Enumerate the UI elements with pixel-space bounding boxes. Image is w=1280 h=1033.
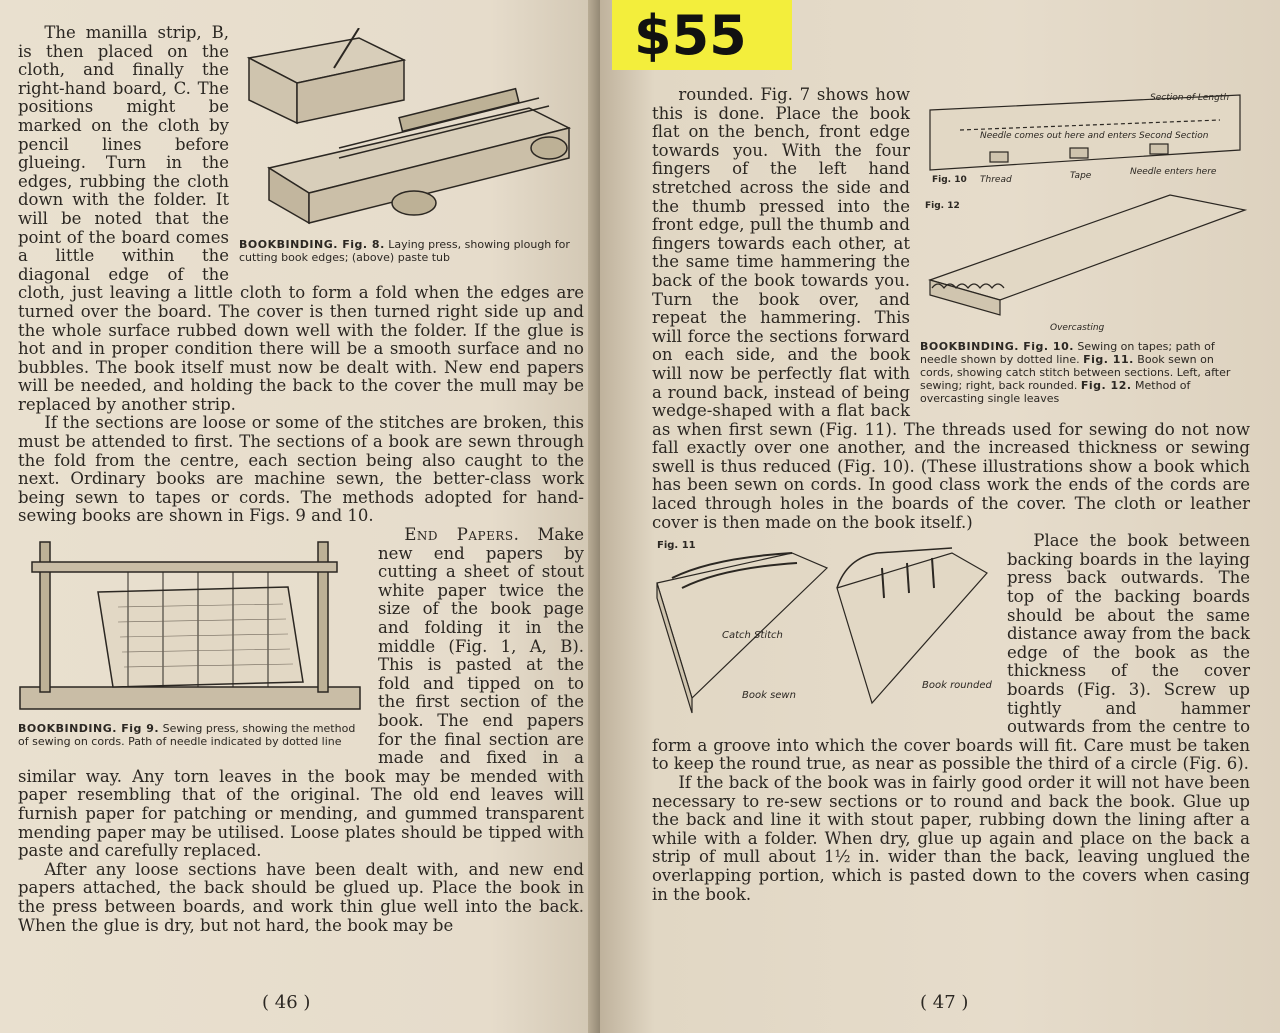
sewing-press-illustration	[18, 532, 368, 722]
right-para-1: rounded. Fig. 7 shows how this is done. Place the book flat on the bench, front edge towards you. With the four fingers of the left hand stretched across the side and the thumb pressed into the front edge, pull the thumb and fingers towards each other, at the same time hammering the back of the book towards you. Turn the book over, and repeat the hammering. This will force the sections forward on each side, and the book will now be perfectly flat with a round back, instead of being wedge-shaped with a flat back as when first sewn (Fig. 11). The threads used for sewing do not now fall exactly over one another, and the increased thickness or sewing swell is thus reduced (Fig. 10). (These illustrations show a book which has been sewn on cords. In good class work the ends of the cords are laced through holes in the boards of the cover. The cloth or leather cover is then made on the book itself.)	[652, 85, 1250, 532]
fig10-label: Fig. 10	[932, 175, 967, 185]
fig9-caption-text: Sewing press, showing the method of sewing on cords. Path of needle indicated by dotted line	[18, 722, 356, 749]
fig12-caption-label: Fig. 12.	[1080, 379, 1132, 392]
figure-11-book-sewn	[652, 538, 997, 718]
fig10-caption-text: Sewing on tapes; path of needle shown by dotted line.	[920, 340, 1215, 366]
fig11-catch-stitch-label: Catch Stitch	[722, 630, 783, 642]
fig10-needle-out-label: Needle comes out here and enters Second Section	[980, 131, 1209, 141]
fig11-caption-label: Fig. 11.	[1083, 353, 1134, 366]
fig11-label: Fig. 11	[657, 540, 696, 552]
left-para-2: If the sections are loose or some of the stitches are broken, this must be attended to first. The sections of a book are sewn through the fold from the centre, each section being also caught to the next. Ordinary books are machine sewn, the better-class work being sewn to tapes or cords. The methods adopted for hand-sewing books are shown in Figs. 9 and 10.	[18, 413, 584, 526]
laying-press-illustration	[239, 28, 584, 238]
left-page	[0, 0, 612, 1033]
end-papers-heading: End Papers.	[404, 525, 520, 545]
fig12-overcasting-label: Overcasting	[1050, 323, 1105, 333]
book-sewn-illustration	[652, 538, 997, 718]
sewing-on-tapes-illustration	[920, 90, 1250, 340]
fig9-caption-label: BOOKBINDING. Fig 9.	[18, 722, 160, 736]
fig10-thread-label: Thread	[980, 175, 1012, 185]
fig12-label: Fig. 12	[925, 201, 960, 211]
page-number-left: ( 46 )	[262, 992, 311, 1013]
fig11-book-sewn-label: Book sewn	[742, 690, 796, 702]
fig10-caption-label: BOOKBINDING. Fig. 10.	[920, 340, 1074, 353]
page-number-right: ( 47 )	[920, 992, 969, 1013]
figure-10-12-sewing	[920, 90, 1250, 405]
left-para-3: Make new end papers by cutting a sheet of stout white paper twice the size of the book page and folding it in the middle (Fig. 1, A, B). This is pasted at the fold and tipped on to the first section of the book. The end papers for the final section are made and fixed in a similar way. Any torn leaves in the book may be mended with paper resembling that of the original. The old end leaves will furnish paper for patching or mending, and gummed transparent mending paper may be utilised. Loose plates should be tipped with paste and carefully replaced.	[18, 525, 584, 861]
figure-8-laying-press	[239, 28, 584, 264]
price-sticker	[612, 0, 792, 70]
right-para-3: If the back of the book was in fairly good order it will not have been necessary to re-sew sections or to round and back the book. Glue up the back and line it with stout paper, rubbing down the lining after a while with a folder. When dry, glue up again and place on the back a strip of mull about 1½ in. wider than the back, leaving unglued the overlapping portion, which is pasted down to the covers when casing in the book.	[652, 772, 1250, 904]
fig8-caption-text: Laying press, showing plough for cutting book edges; (above) paste tub	[239, 238, 570, 264]
left-para-1: The manilla strip, B, is then placed on the cloth, and finally the right-hand board, C. The positions might be marked on the cloth by pencil lines before glueing. Turn in the edges, rubbing the cloth down with the folder. It will be noted that the point of the board comes a little within the diagonal edge of the cloth, just leaving a little cloth to form a fold when the edges are turned over the board. The cover is then turned right side up and the whole surface rubbed down well with the folder. If the glue is hot and in proper condition there will be a smooth surface and no bubbles. The book itself must now be dealt with. New end papers will be needed, and holding the back to the cover the mull may be replaced by another strip.	[18, 23, 584, 414]
figure-9-sewing-press	[18, 532, 368, 748]
fig10-section-label: Section of Length	[1150, 93, 1230, 103]
right-page	[600, 0, 1280, 1033]
fig12-caption-text: Method of overcasting single leaves	[920, 379, 1191, 405]
fig11-caption-text: Book sewn on cords, showing catch stitch between sections. Left, after sewing; right, back rounded.	[920, 353, 1231, 392]
right-para-2: Place the book between backing boards in the laying press back outwards. The top of the backing boards should be about the same distance away from the back edge of the book as the thickness of the cover boards (Fig. 3). Screw up tightly and hammer outwards from the centre to form a groove into which the cover boards will fit. Care must be taken to keep the round true, as near as possible the third of a circle (Fig. 6).	[652, 531, 1250, 774]
fig10-needle-enters-label: Needle enters here	[1130, 167, 1217, 177]
fig11-book-rounded-label: Book rounded	[922, 680, 992, 692]
price-tag-text: $55	[634, 4, 747, 67]
fig10-tape-label: Tape	[1070, 171, 1092, 181]
left-para-4: After any loose sections have been dealt with, and new end papers attached, the back should be glued up. Place the book in the press between boards, and work thin glue well into the back. When the glue is dry, but not hard, the book may be	[18, 859, 584, 935]
fig8-caption-label: BOOKBINDING. Fig. 8.	[239, 238, 385, 251]
